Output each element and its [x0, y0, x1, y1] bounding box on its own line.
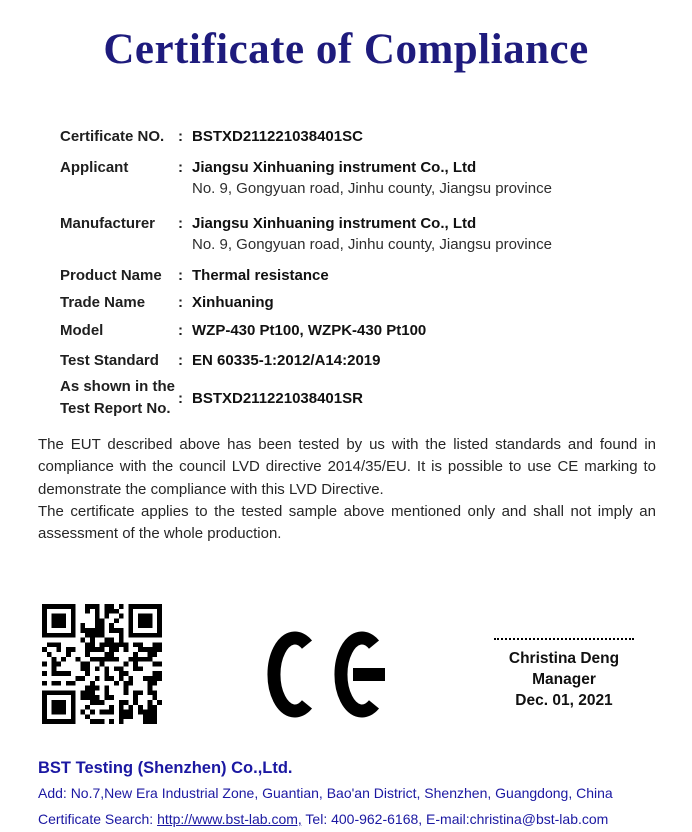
colon-separator: : — [178, 159, 183, 176]
declaration — [38, 434, 656, 545]
info-row-test-standard — [60, 350, 650, 371]
field-value: Xinhuaning — [192, 294, 274, 311]
signature-dotted-line — [494, 638, 634, 640]
ce-mark-icon — [267, 631, 390, 718]
field-label: Trade Name — [60, 294, 146, 311]
field-label — [60, 376, 178, 420]
colon-separator: : — [178, 352, 183, 369]
field-value: EN 60335-1:2012/A14:2019 — [192, 352, 381, 369]
field-label: Test Standard — [60, 352, 159, 369]
field-value: BSTXD211221038401SR — [192, 389, 363, 407]
certificate-search-link[interactable]: http://www.bst-lab.com, — [157, 811, 302, 827]
info-row-manufacturer — [60, 213, 650, 255]
footer-company-name: BST Testing (Shenzhen) Co.,Ltd. — [38, 759, 293, 777]
info-table — [60, 126, 650, 420]
footer-search-label: Certificate Search: — [38, 811, 158, 827]
colon-separator: : — [178, 322, 183, 339]
signature-date: Dec. 01, 2021 — [515, 692, 613, 709]
field-label: Model — [60, 322, 104, 339]
declaration-paragraph-1: The EUT described above has been tested by us with the listed standards and found in compliance with the council LVD directive 2014/35/EU. It is possible to use CE marking to demonstrate the compliance with this LVD Directive. — [38, 436, 656, 498]
field-label: Product Name — [60, 267, 162, 284]
footer-search-line — [38, 810, 668, 829]
field-value: WZP-430 Pt100, WZPK-430 Pt100 — [192, 322, 427, 339]
field-value: BSTXD211221038401SC — [192, 128, 363, 145]
field-label: Certificate NO. — [60, 128, 165, 145]
qr-code-icon — [42, 604, 162, 724]
colon-separator: : — [178, 128, 183, 145]
field-value: Thermal resistance — [192, 267, 329, 284]
footer-contact-text: Tel: 400-962-6168, E-mail:christina@bst-lab.com — [301, 811, 609, 827]
signatory-title: Manager — [532, 671, 596, 688]
info-row-model — [60, 320, 650, 341]
info-row-applicant — [60, 157, 650, 199]
info-row-product-name — [60, 265, 650, 286]
field-label: Manufacturer — [60, 215, 156, 232]
signature-block — [486, 638, 642, 711]
footer-address: Add: No.7,New Era Industrial Zone, Guantian, Bao'an District, Shenzhen, Guangdong, China — [38, 785, 613, 801]
field-label-line2: Test Report No. — [60, 400, 171, 417]
field-sub-value: No. 9, Gongyuan road, Jinhu county, Jiangsu province — [192, 180, 552, 197]
certificate-title: Certificate of Compliance — [103, 26, 589, 73]
field-value: Jiangsu Xinhuaning instrument Co., Ltd — [192, 159, 477, 176]
info-row-trade-name — [60, 292, 650, 313]
colon-separator: : — [178, 267, 183, 284]
footer — [38, 758, 668, 829]
info-row-test-report-no — [60, 376, 650, 420]
info-row-certificate-no — [60, 126, 650, 147]
field-sub-value: No. 9, Gongyuan road, Jinhu county, Jiangsu province — [192, 236, 552, 253]
colon-separator: : — [178, 389, 183, 407]
colon-separator: : — [178, 215, 183, 232]
field-value: Jiangsu Xinhuaning instrument Co., Ltd — [192, 215, 477, 232]
declaration-paragraph-2: The certificate applies to the tested sample above mentioned only and shall not imply an assessment of the whole production. — [38, 502, 656, 543]
colon-separator: : — [178, 294, 183, 311]
field-label: Applicant — [60, 159, 129, 176]
signatory-name: Christina Deng — [508, 650, 620, 667]
field-label-line1: As shown in the — [60, 378, 176, 395]
